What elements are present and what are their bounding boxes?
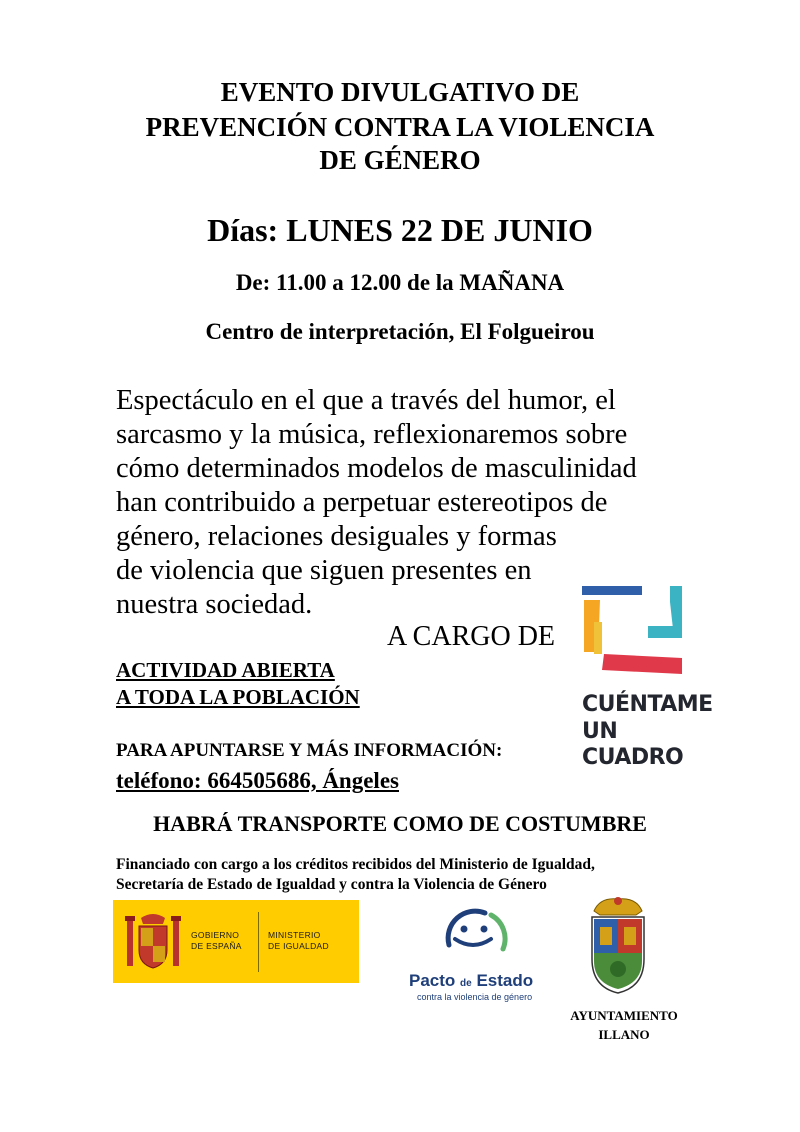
description-line: género, relaciones desiguales y formas [116,521,557,552]
description-line: cómo determinados modelos de masculinidad [116,453,637,484]
funding-line-2: Secretaría de Estado de Igualdad y contra la Violencia de Género [116,876,547,893]
pacto-estado-logo [405,905,545,1005]
ayuntamiento-line-2: ILLANO [598,1027,650,1042]
ayuntamiento-label [560,1006,688,1044]
activity-line-2: A TODA LA POBLACIÓN [116,685,360,709]
description-line: han contribuido a perpetuar estereotipos de [116,487,608,518]
pacto-name: Pacto [409,971,456,990]
ministerio-line-2: DE IGUALDAD [268,941,329,951]
cuentame-line-1: CUÉNTAME [582,692,713,717]
description-line: nuestra sociedad. [116,589,313,620]
gobierno-espana-logo [113,900,359,983]
pacto-subtitle: contra la violencia de género [417,992,533,1002]
signup-info: PARA APUNTARSE Y MÁS INFORMACIÓN: [116,740,503,761]
funding-line-1: Financiado con cargo a los créditos recibidos del Ministerio de Igualdad, [116,856,595,873]
title-line-3: DE GÉNERO [319,145,481,175]
ayuntamiento-line-1: AYUNTAMIENTO [570,1008,678,1023]
pacto-de: de [460,978,472,989]
pacto-title [409,971,533,991]
a-cargo-de: A CARGO DE [387,621,556,652]
coat-of-arms-icon [123,910,183,974]
activity-line-1: ACTIVIDAD ABIERTA [116,658,335,682]
gobierno-line-2: DE ESPAÑA [191,941,242,951]
cuentame-logo [570,582,713,770]
gobierno-line-1: GOBIERNO [191,930,240,940]
cuentame-logo-mark [570,582,690,682]
description-line: sarcasmo y la música, reflexionaremos sobre [116,419,628,450]
cuentame-line-2: UN CUADRO [582,719,684,770]
ayuntamiento-shield-icon [586,895,650,995]
pacto-estado: Estado [476,971,534,990]
event-time: De: 11.00 a 12.00 de la MAÑANA [235,270,565,295]
transport-note: HABRÁ TRANSPORTE COMO DE COSTUMBRE [153,811,647,836]
title-line-1: EVENTO DIVULGATIVO DE [220,77,580,107]
description-line: de violencia que siguen presentes en [116,555,532,586]
title-line-2: PREVENCIÓN CONTRA LA VIOLENCIA [145,112,655,142]
divider [258,912,259,972]
ministerio-line-1: MINISTERIO [268,930,321,940]
event-date: Días: LUNES 22 DE JUNIO [207,212,593,248]
description-line: Espectáculo en el que a través del humor, el [116,385,616,416]
event-location: Centro de interpretación, El Folgueirou [205,319,595,344]
pacto-smile-icon [435,905,515,971]
contact-phone: teléfono: 664505686, Ángeles [116,768,399,793]
